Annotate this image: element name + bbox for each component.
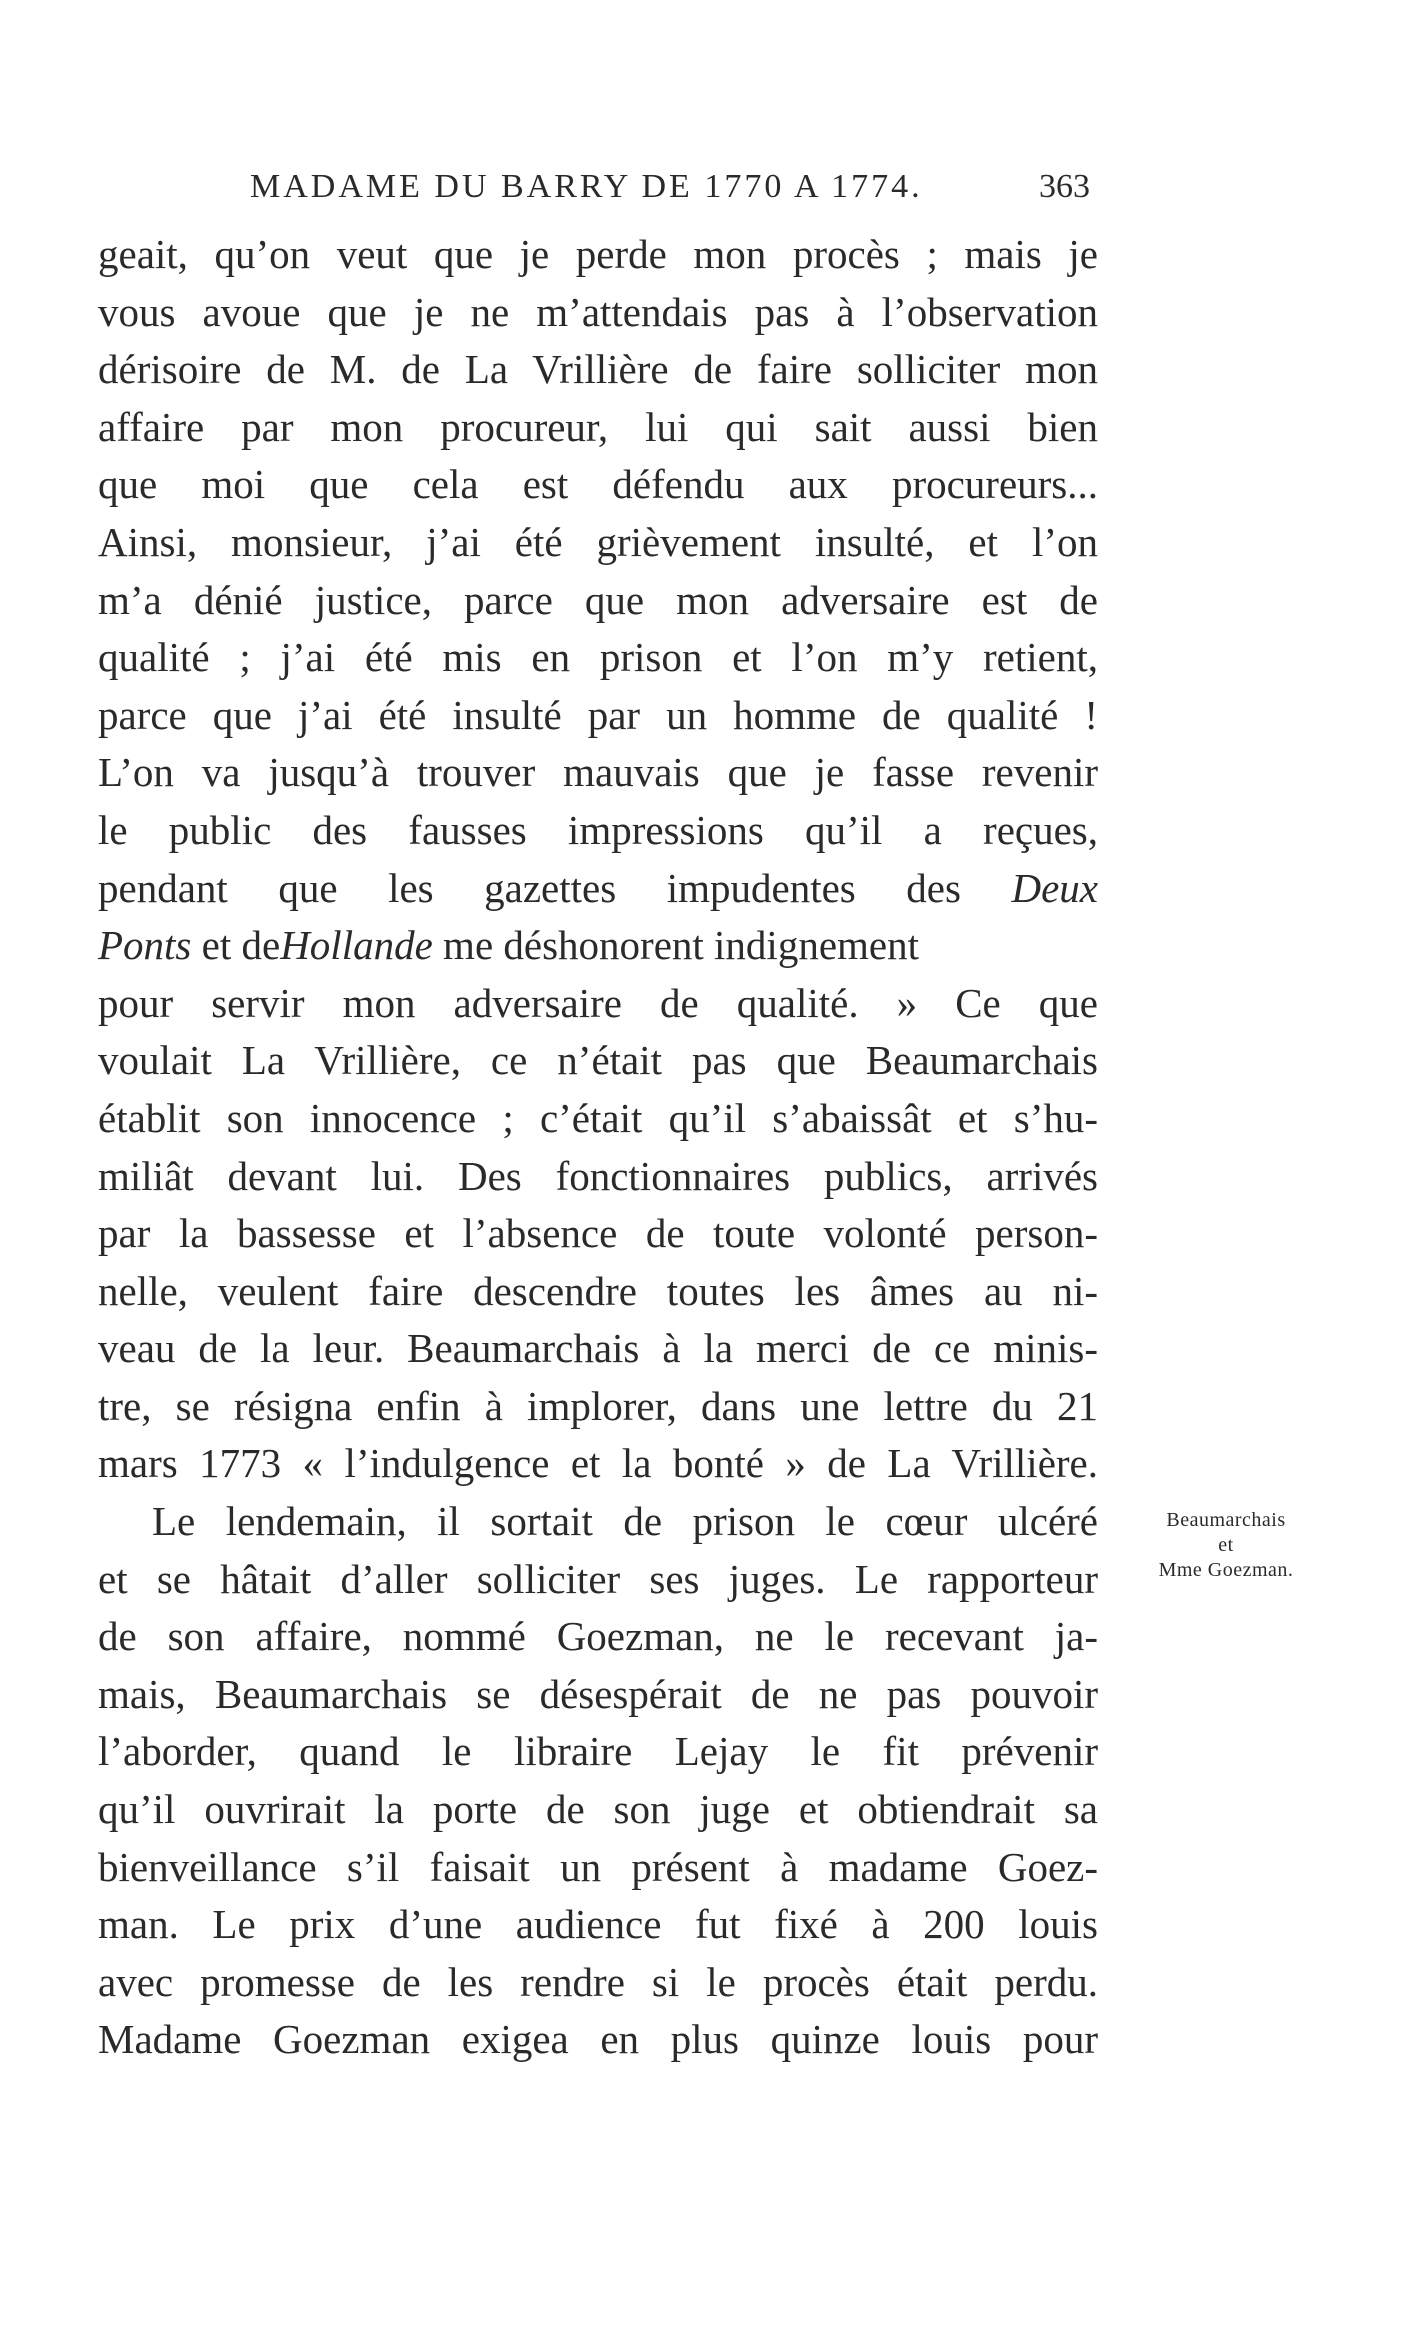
body-text [98,226,1098,2069]
text-line: mars 1773 « l’indulgence et la bonté » de La Vrillière. [98,1440,1098,1487]
text-line: pour servir mon adversaire de qualité. » Ce que [98,979,1098,1026]
margin-note [1126,1508,1326,1583]
text-line: de son affaire, nommé Goezman, ne le recevant ja- [98,1613,1098,1660]
text-line: veau de la leur. Beaumarchais à la merci de ce minis- [98,1325,1098,1372]
text-line: affaire par mon procureur, lui qui sait aussi bien [98,403,1098,450]
text-segment: me déshonorent indignement [443,922,919,969]
text-line: tre, se résigna enfin à implorer, dans une lettre du 21 [98,1382,1098,1429]
text-line: Ainsi, monsieur, j’ai été grièvement insulté, et l’on [98,518,1098,565]
page-header [250,168,1090,212]
text-line: établit son innocence ; c’était qu’il s’abaissât et s’hu- [98,1094,1098,1141]
running-title: MADAME DU BARRY DE 1770 A 1774. [250,168,923,205]
italic-deux: Deux [1011,864,1098,911]
text-line: l’aborder, quand le libraire Lejay le fit prévenir [98,1728,1098,1775]
text-line: par la bassesse et l’absence de toute volonté person- [98,1210,1098,1257]
margin-note-line: et [1218,1534,1234,1556]
margin-note-line: Mme Goezman. [1158,1559,1294,1581]
text-segment: pendant que les gazettes impudentes des [98,864,961,911]
text-line: mais, Beaumarchais se désespérait de ne pas pouvoir [98,1670,1098,1717]
text-line: L’on va jusqu’à trouver mauvais que je fasse revenir [98,749,1098,796]
italic-ponts: Ponts [98,922,192,969]
text-line: nelle, veulent faire descendre toutes les âmes au ni- [98,1267,1098,1314]
text-line: qu’il ouvrirait la porte de son juge et obtiendrait sa [98,1786,1098,1833]
text-line: geait, qu’on veut que je perde mon procès ; mais je [98,231,1098,277]
text-line: dérisoire de M. de La Vrillière de faire solliciter mon [98,346,1098,393]
text-line: miliât devant lui. Des fonctionnaires publics, arrivés [98,1152,1098,1199]
text-line: avec promesse de les rendre si le procès était perdu. [98,1958,1098,2005]
margin-note-line: Beaumarchais [1166,1509,1286,1531]
text-line-with-italic [98,917,1098,975]
text-line: voulait La Vrillière, ce n’était pas que Beaumarchais [98,1037,1098,1084]
text-line: et se hâtait d’aller solliciter ses juges. Le rapporteur [98,1555,1098,1602]
text-line: m’a dénié justice, parce que mon adversaire est de [98,576,1098,623]
text-line: man. Le prix d’une audience fut fixé à 200 louis [98,1901,1098,1948]
text-line: qualité ; j’ai été mis en prison et l’on m’y retient, [98,634,1098,681]
text-line: Madame Goezman exigea en plus quinze louis pour [98,2016,1098,2063]
page-number: 363 [1039,168,1090,205]
text-line: bienveillance s’il faisait un présent à madame Goez- [98,1843,1098,1890]
text-line: parce que j’ai été insulté par un homme de qualité ! [98,691,1098,738]
text-line: que moi que cela est défendu aux procureurs... [98,461,1098,508]
text-line: vous avoue que je ne m’attendais pas à l’observation [98,288,1098,335]
text-line-with-italic [98,860,1098,918]
paragraph-start-line: Le lendemain, il sortait de prison le cœur ulcéré [152,1498,1098,1545]
italic-hollande: Hollande [280,922,433,969]
text-segment: et de [201,922,281,969]
text-line: le public des fausses impressions qu’il a reçues, [98,806,1098,853]
